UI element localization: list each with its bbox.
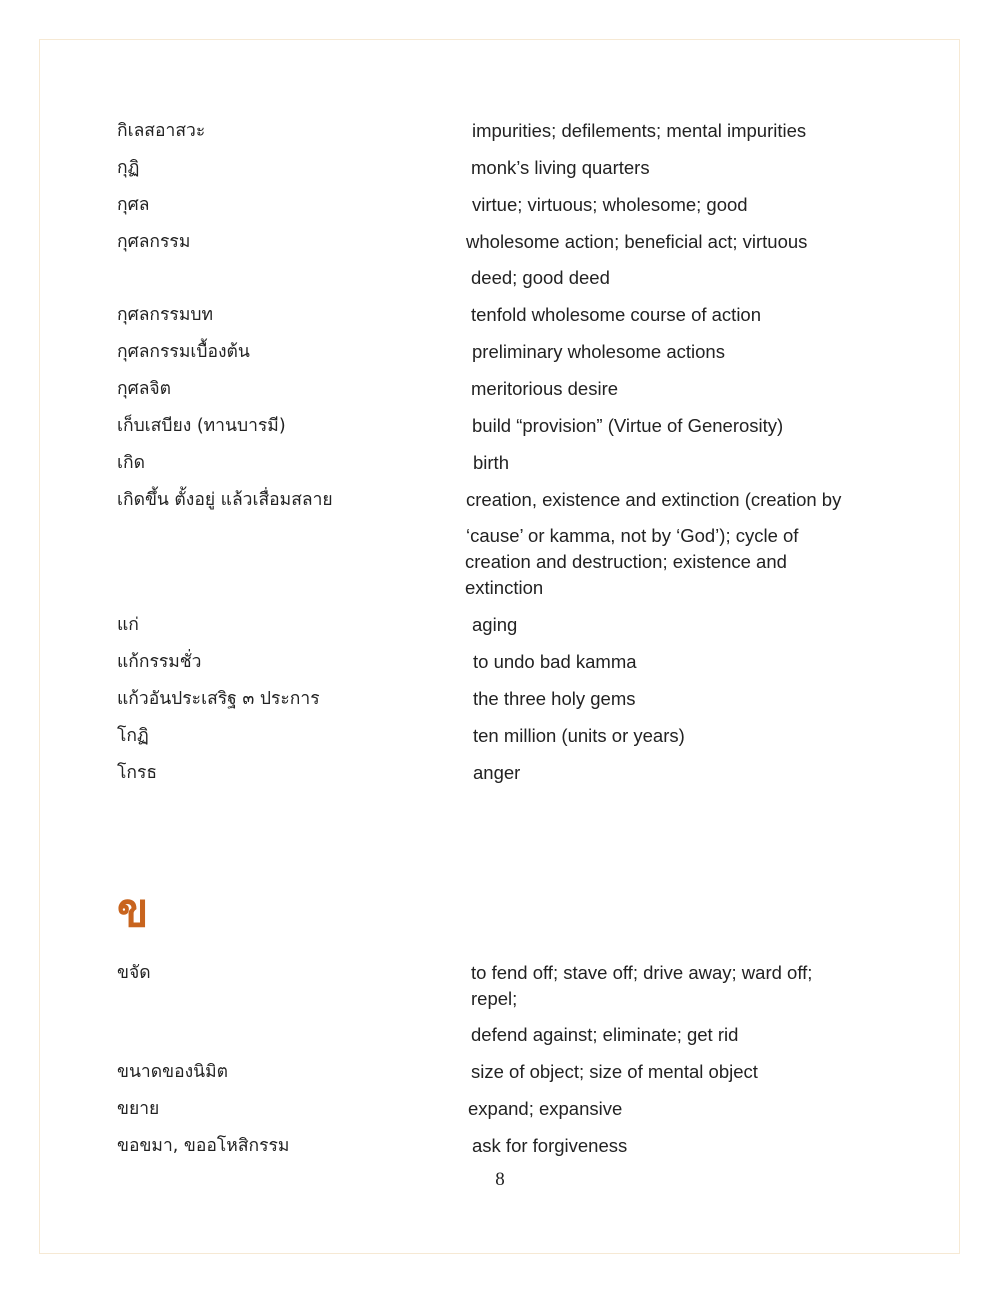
english-definition: wholesome action; beneficial act; virtuous — [466, 231, 808, 252]
thai-term: แก้กรรมชั่ว — [117, 652, 202, 672]
english-definition: creation, existence and extinction (creation by — [466, 489, 842, 510]
english-definition: monk’s living quarters — [471, 157, 650, 178]
section-heading: ข — [117, 883, 149, 937]
thai-term: แก่ — [117, 615, 139, 635]
thai-term: ขนาดของนิมิต — [117, 1062, 228, 1082]
english-definition-continued: deed; good deed — [471, 267, 610, 288]
thai-term: ขอขมา, ขออโหสิกรรม — [117, 1136, 290, 1156]
english-definition-continued: creation and destruction; existence and — [465, 551, 787, 572]
english-definition: impurities; defilements; mental impurities — [472, 120, 807, 141]
english-definition: ten million (units or years) — [473, 725, 685, 746]
thai-term: ขจัด — [117, 963, 151, 983]
thai-term: เกิด — [117, 453, 145, 473]
thai-term: แก้วอันประเสริฐ ๓ ประการ — [117, 689, 320, 709]
thai-term: กิเลสอาสวะ — [117, 121, 206, 141]
thai-term: โกฏิ — [117, 726, 149, 746]
english-definition: build “provision” (Virtue of Generosity) — [472, 415, 784, 436]
english-definition: meritorious desire — [471, 378, 619, 399]
thai-term: กุฏิ — [117, 158, 140, 178]
english-definition: virtue; virtuous; wholesome; good — [472, 194, 748, 215]
english-definition: the three holy gems — [473, 688, 636, 709]
thai-term: กุศล — [117, 195, 150, 215]
thai-term: ขยาย — [117, 1099, 160, 1119]
english-definition-continued: extinction — [465, 577, 544, 598]
thai-term: กุศลจิต — [117, 379, 172, 399]
thai-term: กุศลกรรมบท — [117, 305, 214, 325]
english-definition: to fend off; stave off; drive away; ward off; — [471, 962, 813, 983]
english-definition: aging — [472, 614, 518, 635]
page-number: 8 — [495, 1169, 505, 1190]
english-definition: size of object; size of mental object — [471, 1061, 758, 1082]
english-definition: anger — [473, 762, 521, 783]
english-definition: expand; expansive — [468, 1098, 623, 1119]
english-definition: birth — [473, 452, 509, 473]
english-definition-continued: repel; — [471, 988, 518, 1009]
thai-term: กุศลกรรมเบื้องต้น — [117, 342, 250, 362]
english-definition: preliminary wholesome actions — [472, 341, 725, 362]
thai-term: โกรธ — [117, 763, 158, 783]
thai-term: เก็บเสบียง (ทานบารมี) — [117, 416, 286, 436]
english-definition: ask for forgiveness — [472, 1135, 628, 1156]
english-definition-continued: defend against; eliminate; get rid — [471, 1024, 739, 1045]
english-definition-continued: ‘cause’ or kamma, not by ‘God’); cycle of — [466, 525, 799, 546]
english-definition: to undo bad kamma — [473, 651, 637, 672]
english-definition: tenfold wholesome course of action — [471, 304, 762, 325]
thai-term: เกิดขึ้น ตั้งอยู่ แล้วเสื่อมสลาย — [117, 490, 333, 510]
thai-term: กุศลกรรม — [117, 232, 191, 252]
